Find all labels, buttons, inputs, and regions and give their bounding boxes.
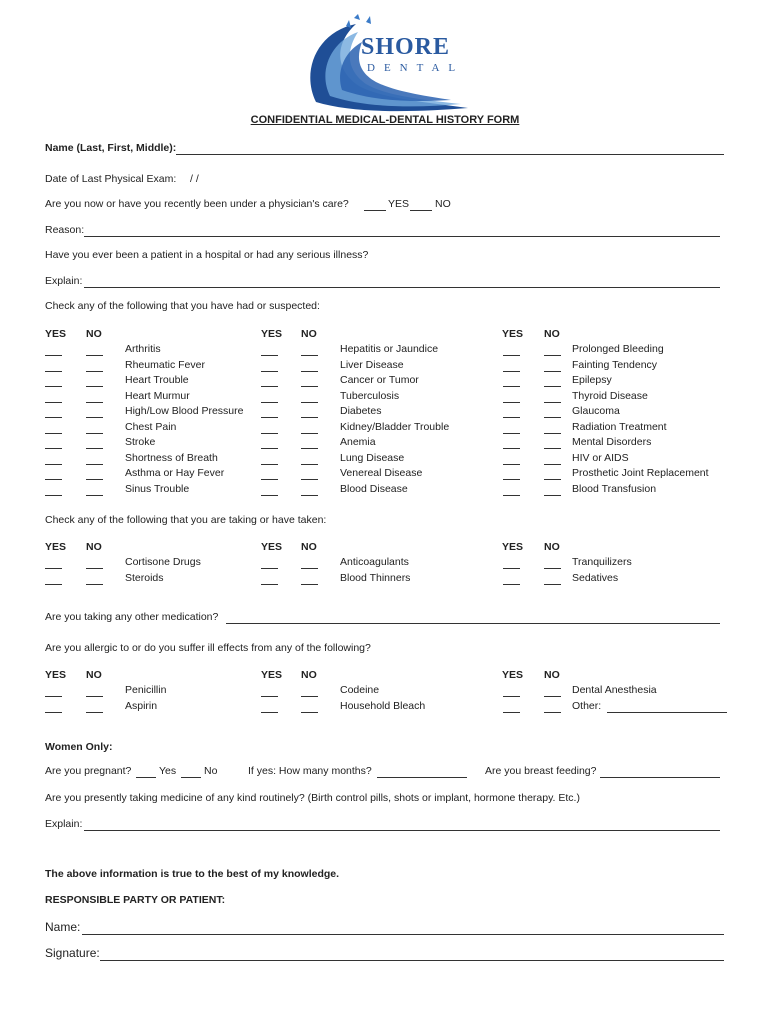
pregnant-yes-field[interactable]	[136, 768, 156, 778]
yes-checkbox-line[interactable]	[261, 362, 278, 372]
form-title: CONFIDENTIAL MEDICAL-DENTAL HISTORY FORM	[250, 114, 520, 126]
no-checkbox-line[interactable]	[544, 393, 561, 403]
no-checkbox-line[interactable]	[301, 486, 318, 496]
physician-yes-label: YES	[388, 198, 410, 210]
women-explain-field[interactable]	[84, 821, 720, 831]
checklist-item-label: Sedatives	[572, 571, 619, 584]
checklist-item-label: Aspirin	[125, 699, 158, 712]
signature-field[interactable]	[100, 951, 724, 961]
col-no-header: NO	[544, 669, 560, 681]
checklist-item-label: Cortisone Drugs	[125, 556, 201, 568]
yes-checkbox-line[interactable]	[45, 486, 62, 496]
medications-prompt: Check any of the following that you are taking or have taken:	[45, 514, 327, 526]
physician-care-question: Are you now or have you recently been under a physician's care?	[45, 198, 349, 210]
col-no-header: NO	[301, 328, 317, 340]
checklist-item-label: Cancer or Tumor	[340, 374, 419, 386]
col-yes-header: YES	[261, 541, 283, 553]
col-yes-header: YES	[261, 328, 283, 340]
months-field[interactable]	[377, 768, 467, 778]
yes-checkbox-line[interactable]	[503, 486, 520, 496]
checklist-item-label: Heart Trouble	[125, 374, 189, 386]
no-checkbox-line[interactable]	[86, 486, 103, 496]
no-checkbox-line[interactable]	[544, 377, 561, 387]
no-checkbox-line[interactable]	[301, 703, 318, 713]
no-checkbox-line[interactable]	[86, 703, 103, 713]
pregnant-no-label: No	[204, 765, 218, 777]
yes-checkbox-line[interactable]	[503, 424, 520, 434]
no-checkbox-line[interactable]	[301, 408, 318, 418]
footer-name-field[interactable]	[82, 925, 724, 935]
yes-checkbox-line[interactable]	[503, 362, 520, 372]
checklist-item-label: Other:	[572, 699, 602, 712]
routine-medicine-question: Are you presently taking medicine of any kind routinely? (Birth control pills, shots or implant, hormone therapy. Etc.)	[45, 792, 580, 804]
checklist-item-label: Lung Disease	[340, 451, 405, 464]
checklist-item-label: Blood Disease	[340, 482, 408, 495]
checklist-item-label: Radiation Treatment	[572, 420, 667, 433]
checklist-item-label: Anticoagulants	[340, 556, 409, 568]
checklist-item-label: Blood Thinners	[340, 571, 411, 584]
no-checkbox-line[interactable]	[544, 424, 561, 434]
no-checkbox-line[interactable]	[86, 408, 103, 418]
col-no-header: NO	[301, 669, 317, 681]
checklist-item-label: Mental Disorders	[572, 436, 652, 448]
checklist-item-label: Venereal Disease	[340, 467, 423, 479]
checklist-item-label: Blood Transfusion	[572, 482, 657, 495]
yes-checkbox-line[interactable]	[261, 455, 278, 465]
checklist-item-label: Stroke	[125, 436, 156, 448]
yes-checkbox-line[interactable]	[261, 377, 278, 387]
checklist-item-label: Shortness of Breath	[125, 451, 218, 464]
no-checkbox-line[interactable]	[86, 470, 103, 480]
no-checkbox-line[interactable]	[86, 559, 103, 569]
no-checkbox-line[interactable]	[544, 455, 561, 465]
yes-checkbox-line[interactable]	[261, 486, 278, 496]
reason-field[interactable]	[84, 227, 720, 237]
checklist-item-label: Prosthetic Joint Replacement	[572, 467, 709, 479]
pregnant-no-field[interactable]	[181, 768, 201, 778]
col-no-header: NO	[86, 328, 102, 340]
yes-checkbox-line[interactable]	[261, 408, 278, 418]
months-question: If yes: How many months?	[248, 765, 372, 777]
yes-checkbox-line[interactable]	[45, 439, 62, 449]
no-checkbox-line[interactable]	[86, 455, 103, 465]
col-yes-header: YES	[45, 328, 67, 340]
no-checkbox-line[interactable]	[301, 439, 318, 449]
checklist-item-label: Sinus Trouble	[125, 482, 190, 495]
checklist-item-label: Steroids	[125, 571, 164, 584]
checklist-item-label: Heart Murmur	[125, 389, 190, 402]
no-checkbox-line[interactable]	[544, 575, 561, 585]
women-only-heading: Women Only:	[45, 741, 113, 753]
yes-checkbox-line[interactable]	[261, 439, 278, 449]
checklist-item-label: Thyroid Disease	[572, 389, 648, 402]
yes-checkbox-line[interactable]	[503, 575, 520, 585]
conditions-prompt: Check any of the following that you have had or suspected:	[45, 300, 320, 312]
hospital-question: Have you ever been a patient in a hospital or had any serious illness?	[45, 249, 369, 261]
physician-no-field[interactable]	[410, 201, 432, 211]
no-checkbox-line[interactable]	[544, 439, 561, 449]
no-checkbox-line[interactable]	[86, 393, 103, 403]
yes-checkbox-line[interactable]	[45, 393, 62, 403]
yes-checkbox-line[interactable]	[261, 393, 278, 403]
checklist-item-label: Kidney/Bladder Trouble	[340, 420, 450, 433]
yes-checkbox-line[interactable]	[503, 346, 520, 356]
no-checkbox-line[interactable]	[86, 377, 103, 387]
logo-wordmark: SHORE	[361, 34, 451, 60]
no-checkbox-line[interactable]	[544, 408, 561, 418]
yes-checkbox-line[interactable]	[503, 559, 520, 569]
yes-checkbox-line[interactable]	[261, 346, 278, 356]
no-checkbox-line[interactable]	[544, 687, 561, 697]
yes-checkbox-line[interactable]	[503, 377, 520, 387]
no-checkbox-line[interactable]	[544, 559, 561, 569]
col-yes-header: YES	[502, 541, 524, 553]
yes-checkbox-line[interactable]	[261, 470, 278, 480]
explain-label: Explain:	[45, 275, 83, 287]
no-checkbox-line[interactable]	[301, 362, 318, 372]
yes-checkbox-line[interactable]	[45, 377, 62, 387]
checklist-item-label: Arthritis	[125, 343, 161, 355]
no-checkbox-line[interactable]	[301, 455, 318, 465]
yes-checkbox-line[interactable]	[261, 687, 278, 697]
checklist-item-label: Glaucoma	[572, 405, 620, 417]
other-medication-field[interactable]	[226, 614, 720, 624]
checklist-item-label: Diabetes	[340, 405, 382, 417]
checklist-item-label: Penicillin	[125, 684, 167, 696]
footer-name-label: Name:	[45, 920, 81, 934]
yes-checkbox-line[interactable]	[261, 575, 278, 585]
physician-no-label: NO	[435, 198, 451, 210]
checklist-item-label: Tranquilizers	[572, 556, 632, 568]
name-field[interactable]	[176, 145, 724, 155]
yes-checkbox-line[interactable]	[45, 362, 62, 372]
yes-checkbox-line[interactable]	[45, 346, 62, 356]
no-checkbox-line[interactable]	[86, 687, 103, 697]
col-no-header: NO	[544, 541, 560, 553]
other-medication-question: Are you taking any other medication?	[45, 611, 219, 623]
yes-checkbox-line[interactable]	[261, 559, 278, 569]
no-checkbox-line[interactable]	[301, 470, 318, 480]
checklist-item-label: Tuberculosis	[340, 389, 400, 402]
no-checkbox-line[interactable]	[86, 575, 103, 585]
col-no-header: NO	[86, 669, 102, 681]
physical-exam-label: Date of Last Physical Exam:	[45, 173, 177, 185]
yes-checkbox-line[interactable]	[503, 393, 520, 403]
col-no-header: NO	[544, 328, 560, 340]
checklist-item-label: Codeine	[340, 684, 380, 696]
no-checkbox-line[interactable]	[301, 424, 318, 434]
yes-checkbox-line[interactable]	[503, 703, 520, 713]
col-yes-header: YES	[502, 669, 524, 681]
physical-exam-date-field[interactable]: / /	[190, 173, 199, 185]
checklist-item-label: Prolonged Bleeding	[572, 343, 664, 355]
checklist-item-label: Epilepsy	[572, 374, 612, 386]
yes-checkbox-line[interactable]	[45, 455, 62, 465]
breast-feeding-question: Are you breast feeding?	[485, 765, 597, 777]
no-checkbox-line[interactable]	[301, 377, 318, 387]
physician-yes-field[interactable]	[364, 201, 386, 211]
no-checkbox-line[interactable]	[301, 346, 318, 356]
no-checkbox-line[interactable]	[86, 346, 103, 356]
no-checkbox-line[interactable]	[301, 393, 318, 403]
checklist-item-label: Household Bleach	[340, 699, 426, 712]
checklist-item-label: Fainting Tendency	[572, 358, 658, 371]
col-yes-header: YES	[45, 669, 67, 681]
checklist-item-label: Asthma or Hay Fever	[125, 467, 225, 479]
no-checkbox-line[interactable]	[86, 362, 103, 372]
checklist-item-label: High/Low Blood Pressure	[125, 405, 244, 417]
yes-checkbox-line[interactable]	[45, 408, 62, 418]
yes-checkbox-line[interactable]	[45, 703, 62, 713]
logo-subtitle: DENTAL	[367, 62, 465, 74]
yes-checkbox-line[interactable]	[261, 424, 278, 434]
attestation-statement: The above information is true to the best of my knowledge.	[45, 868, 340, 880]
no-checkbox-line[interactable]	[544, 486, 561, 496]
yes-checkbox-line[interactable]	[503, 439, 520, 449]
yes-checkbox-line[interactable]	[503, 455, 520, 465]
no-checkbox-line[interactable]	[544, 470, 561, 480]
checklist-item-label: Dental Anesthesia	[572, 684, 657, 696]
no-checkbox-line[interactable]	[86, 439, 103, 449]
no-checkbox-line[interactable]	[86, 424, 103, 434]
no-checkbox-line[interactable]	[301, 559, 318, 569]
no-checkbox-line[interactable]	[301, 687, 318, 697]
checklist-item-label: HIV or AIDS	[572, 451, 629, 464]
col-no-header: NO	[301, 541, 317, 553]
allergy-other-field[interactable]	[607, 703, 727, 713]
responsible-party-heading: RESPONSIBLE PARTY OR PATIENT:	[45, 894, 226, 906]
explain-field[interactable]	[84, 278, 720, 288]
yes-checkbox-line[interactable]	[503, 687, 520, 697]
checklist-item-label: Chest Pain	[125, 420, 177, 433]
col-no-header: NO	[86, 541, 102, 553]
breast-feeding-field[interactable]	[600, 768, 720, 778]
checklist-item-label: Liver Disease	[340, 358, 404, 371]
pregnant-yes-label: Yes	[159, 765, 177, 777]
yes-checkbox-line[interactable]	[45, 424, 62, 434]
no-checkbox-line[interactable]	[544, 346, 561, 356]
yes-checkbox-line[interactable]	[45, 559, 62, 569]
checklist-item-label: Hepatitis or Jaundice	[340, 343, 439, 355]
col-yes-header: YES	[261, 669, 283, 681]
checklist-item-label: Rheumatic Fever	[125, 358, 205, 371]
name-label: Name (Last, First, Middle):	[45, 142, 177, 154]
yes-checkbox-line[interactable]	[503, 470, 520, 480]
reason-label: Reason:	[45, 224, 85, 236]
signature-label: Signature:	[45, 946, 100, 960]
allergies-prompt: Are you allergic to or do you suffer ill effects from any of the following?	[45, 642, 371, 654]
checklist-item-label: Anemia	[340, 436, 376, 448]
yes-checkbox-line[interactable]	[261, 703, 278, 713]
yes-checkbox-line[interactable]	[45, 470, 62, 480]
yes-checkbox-line[interactable]	[45, 687, 62, 697]
col-yes-header: YES	[45, 541, 67, 553]
no-checkbox-line[interactable]	[544, 703, 561, 713]
no-checkbox-line[interactable]	[301, 575, 318, 585]
yes-checkbox-line[interactable]	[45, 575, 62, 585]
no-checkbox-line[interactable]	[544, 362, 561, 372]
col-yes-header: YES	[502, 328, 524, 340]
women-explain-label: Explain:	[45, 818, 83, 830]
yes-checkbox-line[interactable]	[503, 408, 520, 418]
pregnant-question: Are you pregnant?	[45, 765, 132, 777]
